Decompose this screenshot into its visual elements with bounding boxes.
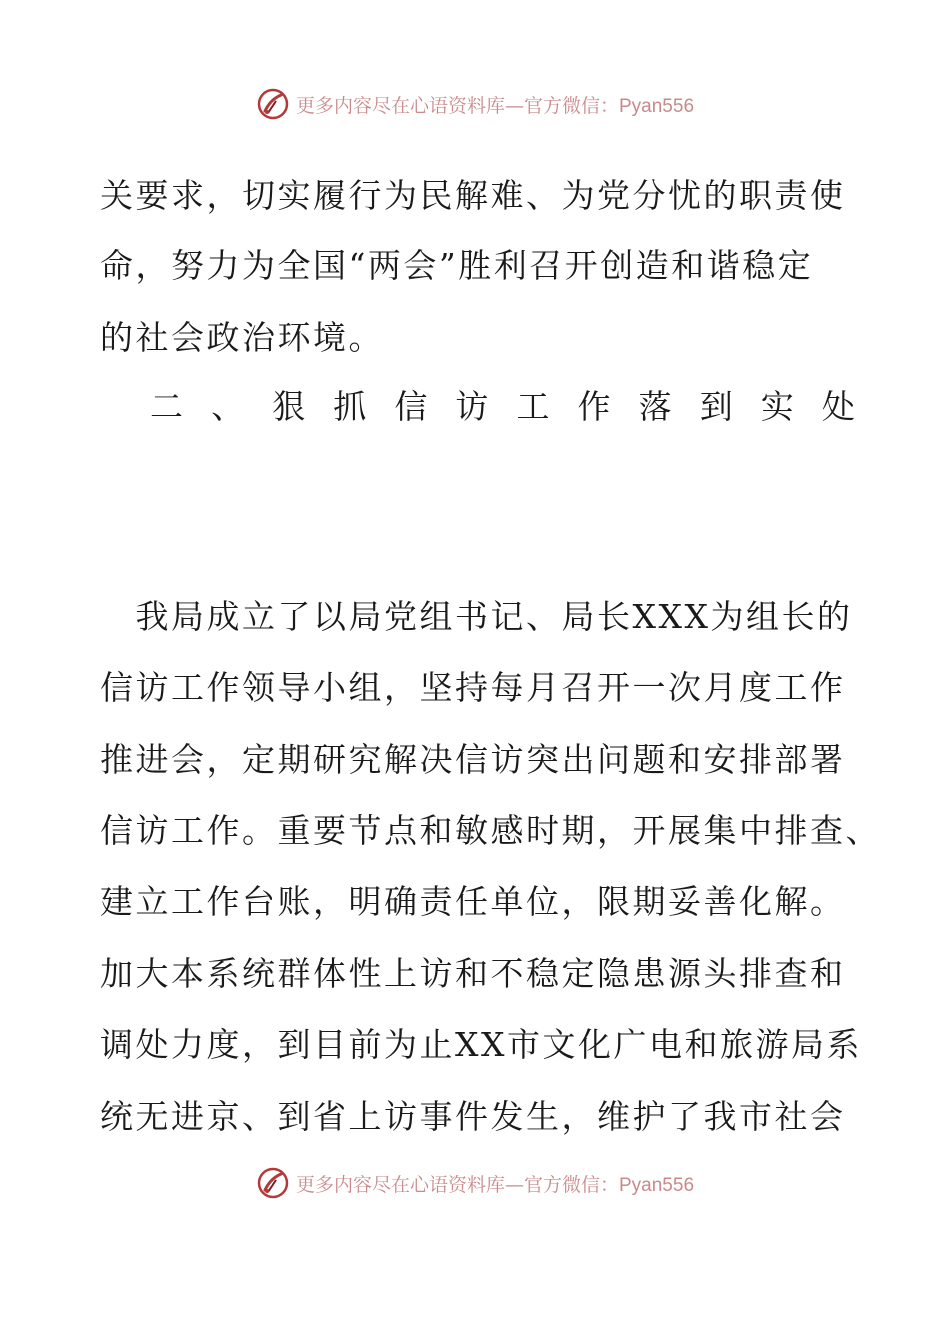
- writing-hand-logo-icon: [256, 87, 290, 121]
- heading-char: 二: [150, 387, 183, 426]
- heading-char: 信: [394, 387, 428, 426]
- header-watermark: [0, 84, 950, 124]
- heading-char: 落: [638, 387, 672, 426]
- heading-char: 狠: [272, 387, 306, 426]
- paragraph-line: 的社会政治环境。: [100, 318, 384, 357]
- paragraph-line: 信访工作。重要节点和敏感时期，开展集中排查、: [100, 811, 881, 850]
- paragraph-line: 信访工作领导小组，坚持每月召开一次月度工作: [100, 668, 846, 707]
- paragraph-line: 建立工作台账，明确责任单位，限期妥善化解。: [100, 882, 846, 921]
- paragraph-line: 统无进京、到省上访事件发生，维护了我市社会: [100, 1097, 846, 1136]
- heading-char: 实: [760, 387, 794, 426]
- paragraph-line: 关要求，切实履行为民解难、为党分忧的职责使: [100, 176, 846, 215]
- heading-char: 工: [516, 387, 550, 426]
- paragraph-line: 推进会，定期研究解决信访突出问题和安排部署: [100, 740, 846, 779]
- heading-char: 访: [455, 387, 489, 426]
- paragraph-line: 调处力度，到目前为止XX市文化广电和旅游局系: [100, 1025, 862, 1064]
- heading-char: 到: [699, 387, 733, 426]
- watermark-text: 更多内容尽在心语资料库—官方微信：Pyan556: [295, 1173, 695, 1196]
- heading-char: 、: [211, 387, 245, 426]
- heading-char: 作: [577, 387, 611, 426]
- heading-char: 处: [821, 387, 855, 426]
- footer-watermark: [0, 1163, 950, 1203]
- watermark-text: 更多内容尽在心语资料库—官方微信：Pyan556: [295, 94, 695, 117]
- section-heading: [150, 387, 855, 427]
- paragraph-line: 命，努力为全国“两会”胜利召开创造和谐稳定: [100, 246, 814, 285]
- heading-char: 抓: [333, 387, 367, 426]
- writing-hand-logo-icon: [256, 1166, 290, 1200]
- paragraph-line: 加大本系统群体性上访和不稳定隐患源头排查和: [100, 954, 846, 993]
- paragraph-line: 我局成立了以局党组书记、局长XXX为组长的: [100, 597, 853, 636]
